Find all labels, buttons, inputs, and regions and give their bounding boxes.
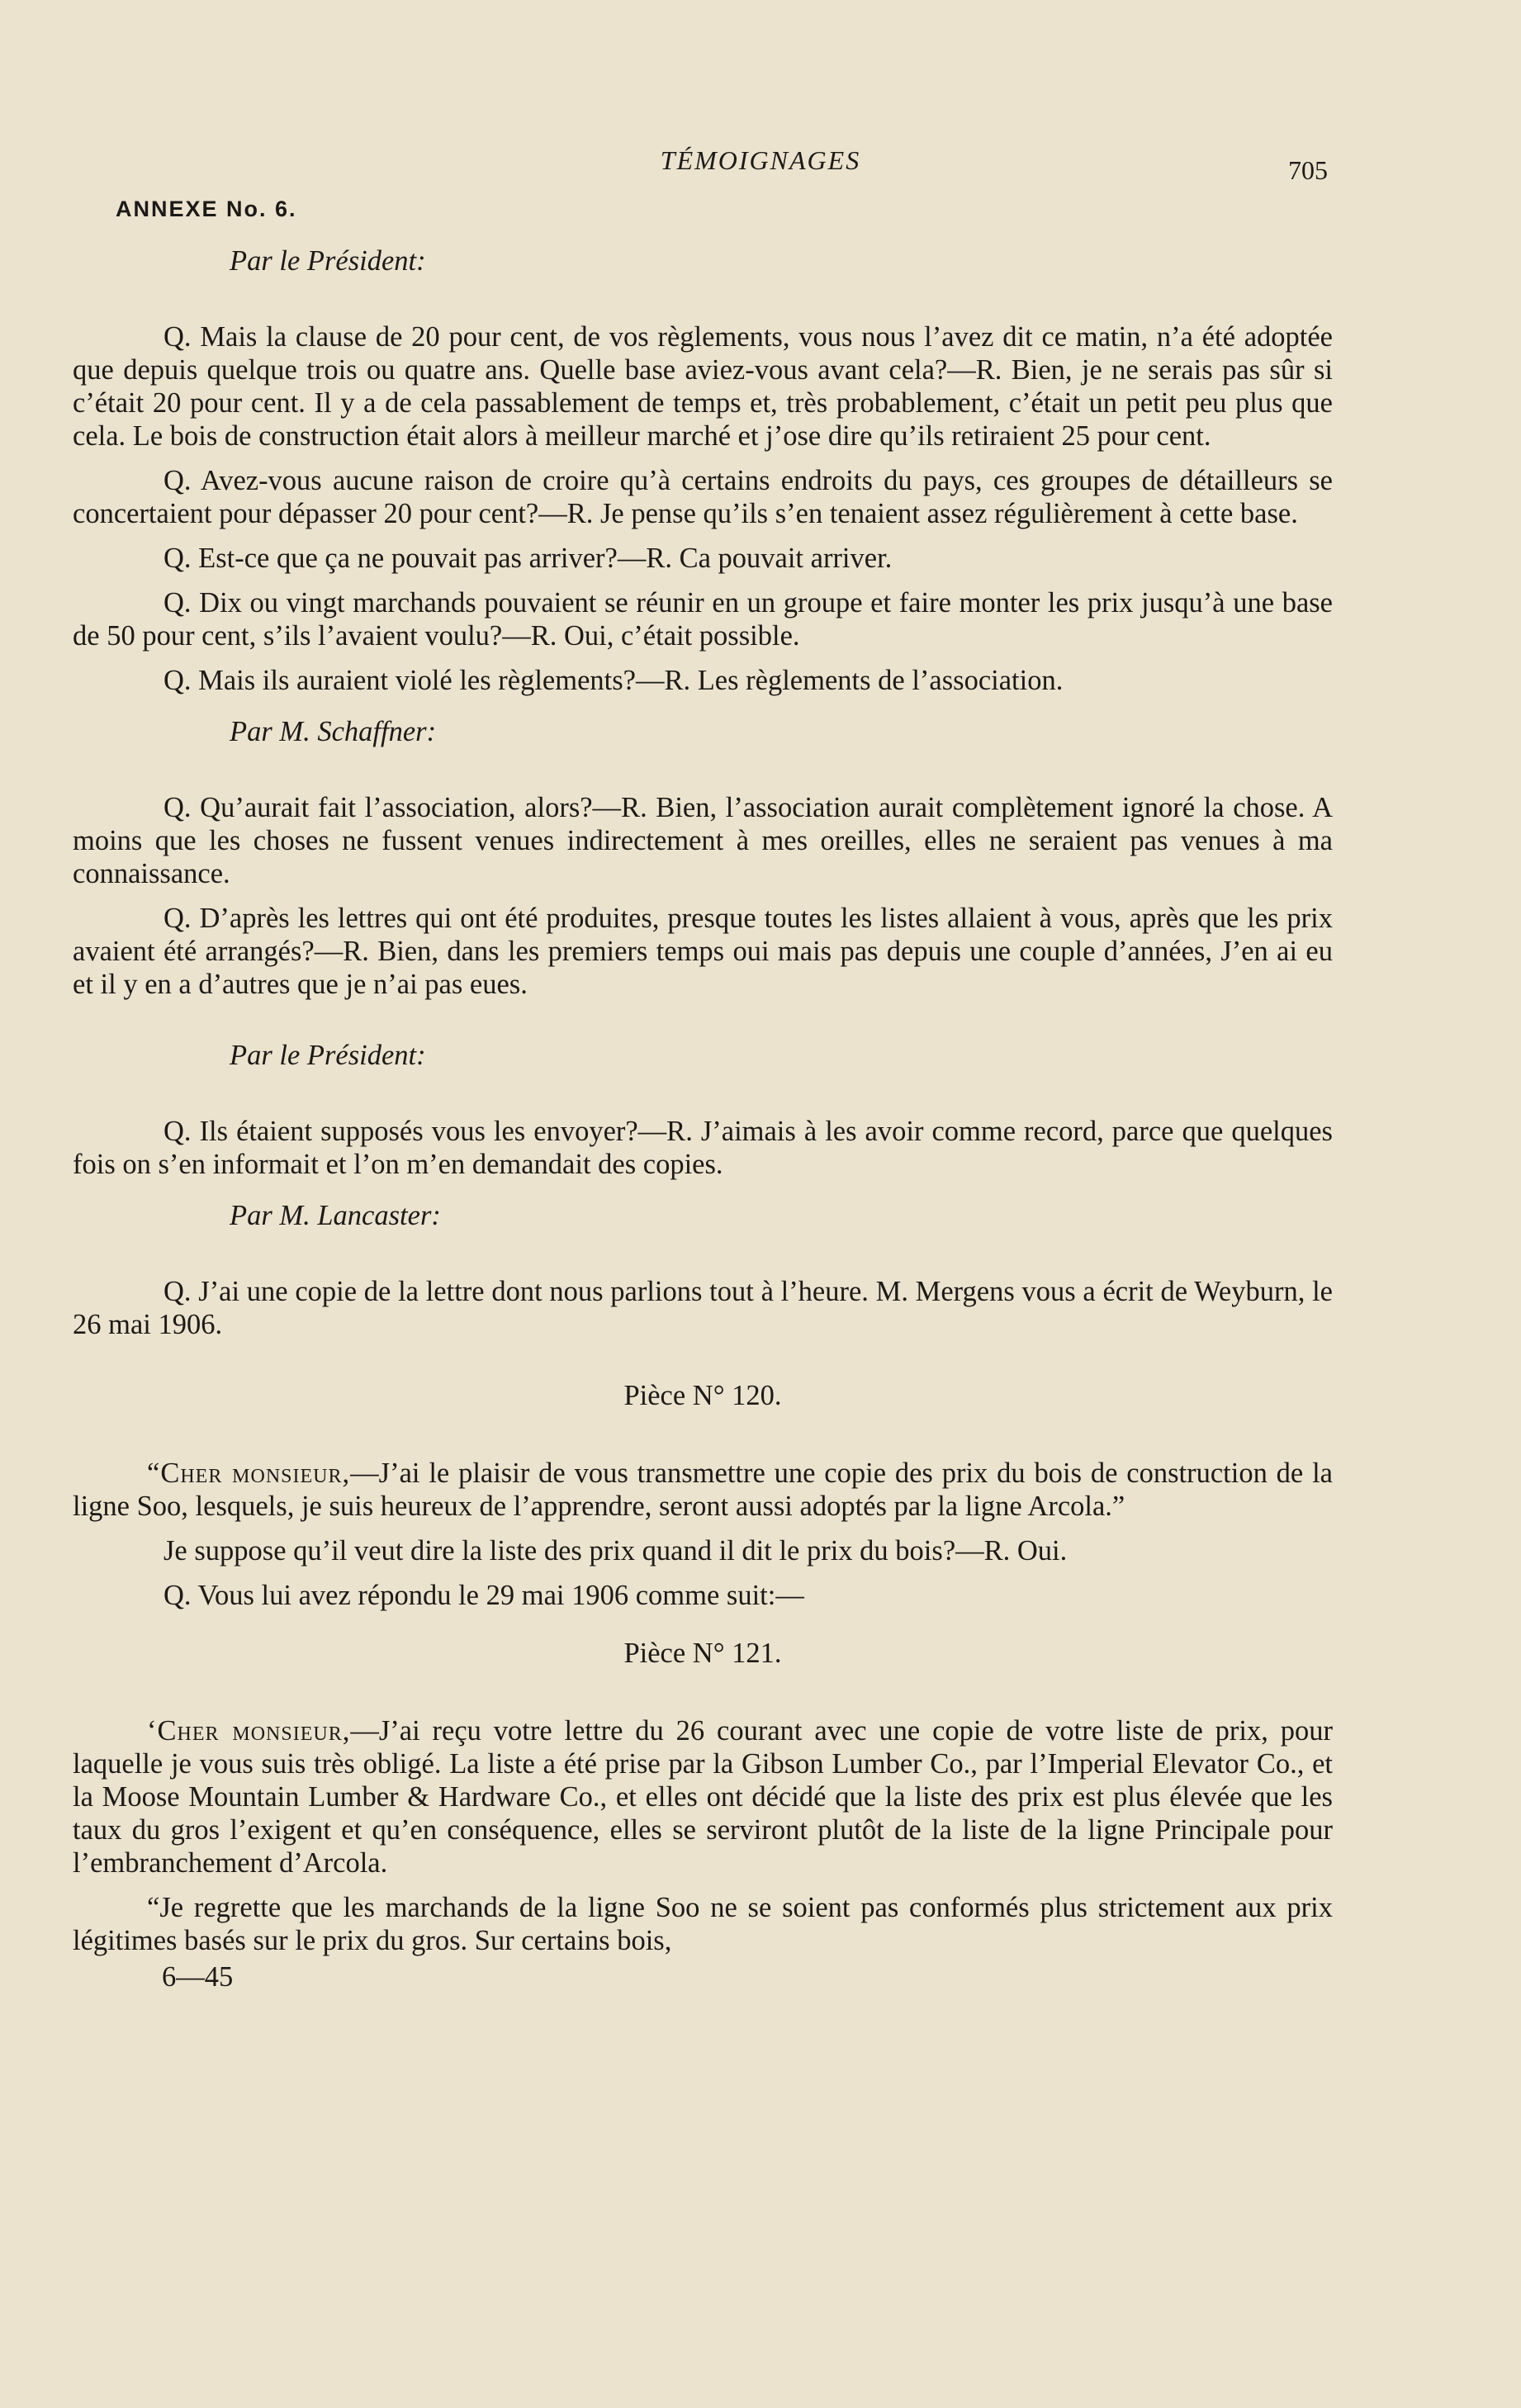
question-answer: Q. Ils étaient supposés vous les envoyer?—R. J’aimais à les avoir comme record, parce que quelques fois on s’en informait et l’on m’en demandait des copies. (73, 1116, 1333, 1180)
letter-paragraph: “Je regrette que les marchands de la ligne Soo ne se soient pas conformés plus strictement aux prix légitimes basés sur le prix du gros. Sur certains bois, (73, 1892, 1333, 1956)
question-answer: Q. Mais ils auraient violé les règlements?—R. Les règlements de l’association. (163, 665, 1064, 696)
question-answer: Q. Avez-vous aucune raison de croire qu’à certains endroits du pays, ces groupes de détailleurs se concertaient pour dépasser 20 pour cent?—R. Je pense qu’ils s’en tenaient assez régulièrement à cette base. (73, 465, 1333, 529)
letter-text: —J’ai reçu votre lettre du 26 courant avec une copie de votre liste de prix, pour laquelle je vous suis très obligé. La liste a été prise par la Gibson Lumber Co., par l’Imperial Elevator Co., et la Moose Mountain Lumber & Hardware Co., et elles ont décidé que la liste des prix est plus élevée que les taux du gros l’exigent et qu’en conséquence, elles se serviront plutôt de la liste de la ligne Principale pour l’embranchement d’Arcola. (73, 1715, 1333, 1879)
speaker-heading: Par M. Schaffner: (230, 716, 437, 747)
folio-signature: 6—45 (162, 1961, 234, 1993)
annexe-label: ANNEXE No. 6. (116, 197, 297, 221)
question-answer: Q. J’ai une copie de la lettre dont nous parlions tout à l’heure. M. Mergens vous a écrit de Weyburn, le 26 mai 1906. (73, 1276, 1333, 1340)
exhibit-heading: Pièce N° 121. (623, 1638, 782, 1669)
running-title: TÉMOIGNAGES (660, 145, 861, 175)
letter-paragraph (73, 1457, 1333, 1523)
letter-paragraph (73, 1714, 1333, 1879)
question-answer: Q. Mais la clause de 20 pour cent, de vos règlements, vous nous l’avez dit ce matin, n’a été adoptée que depuis quelque trois ou quatre ans. Quelle base aviez-vous avant cela?—R. Bien, je ne serais pas sûr si c’était 20 pour cent. Il y a de cela passablement de temps et, très probablement, c’était un petit peu plus que cela. Le bois de construction était alors à meilleur marché et j’ose dire qu’ils retiraient 25 pour cent. (73, 321, 1333, 452)
exhibit-heading: Pièce N° 120. (623, 1380, 782, 1411)
letter-salutation: ‘Cher monsieur, (147, 1715, 351, 1747)
question-answer: Q. Dix ou vingt marchands pouvaient se réunir en un groupe et faire monter les prix jusqu’à une base de 50 pour cent, s’ils l’avaient voulu?—R. Oui, c’était possible. (73, 587, 1333, 652)
letter-text: —J’ai le plaisir de vous transmettre une copie des prix du bois de construction de la ligne Soo, lesquels, je suis heureux de l’apprendre, seront aussi adoptés par la ligne Arcola.” (73, 1458, 1333, 1522)
question-answer: Q. Est-ce que ça ne pouvait pas arriver?—R. Ca pouvait arriver. (163, 543, 893, 574)
question-answer: Je suppose qu’il veut dire la liste des prix quand il dit le prix du bois?—R. Oui. (163, 1535, 1068, 1567)
question-answer: Q. Vous lui avez répondu le 29 mai 1906 comme suit:— (163, 1580, 804, 1611)
letter-salutation: “Cher monsieur, (147, 1458, 351, 1489)
page-number: 705 (1288, 155, 1328, 185)
speaker-heading: Par le Président: (230, 1040, 426, 1071)
document-body (73, 244, 1333, 1993)
speaker-heading: Par le Président: (230, 245, 426, 277)
question-answer: Q. Qu’aurait fait l’association, alors?—R. Bien, l’association aurait complètement ignoré la chose. A moins que les choses ne fussent venues indirectement à mes oreilles, elles ne seraient pas venues à ma connaissance. (73, 792, 1333, 889)
speaker-heading: Par M. Lancaster: (230, 1200, 441, 1231)
question-answer: Q. D’après les lettres qui ont été produites, presque toutes les listes allaient à vous, après que les prix avaient été arrangés?—R. Bien, dans les premiers temps oui mais pas depuis une couple d’années, J’en ai eu et il y en a d’autres que je n’ai pas eues. (73, 903, 1333, 1000)
